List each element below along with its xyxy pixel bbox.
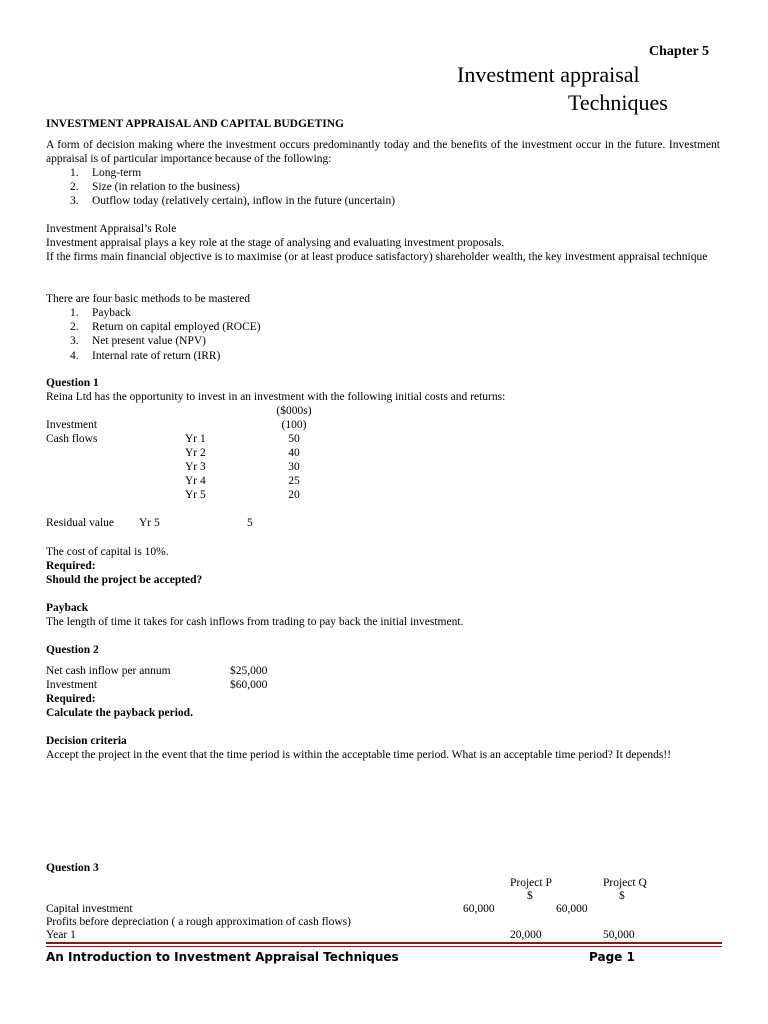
list-item: 4. Internal rate of return (IRR) [70, 349, 221, 362]
question3-heading: Question 3 [46, 862, 99, 874]
year1-label: Year 1 [46, 929, 76, 941]
decision-heading: Decision criteria [46, 735, 127, 747]
residual-year: Yr 5 [139, 517, 160, 529]
decision-text: Accept the project in the event that the time period is within the acceptable time period. What is an acceptable time period? It depends!! [46, 749, 672, 761]
page-title-line2: Techniques [568, 90, 668, 115]
importance-list [46, 166, 395, 209]
year-label: Yr 2 [185, 447, 206, 459]
list-item: 1. Long-term [70, 167, 142, 179]
currency-p: $ [527, 890, 533, 902]
payback-definition: The length of time it takes for cash inflows from trading to pay back the initial investment. [46, 616, 464, 628]
cashflows-label: Cash flows [46, 433, 98, 445]
residual-label: Residual value [46, 517, 115, 529]
list-item: 2. Return on capital employed (ROCE) [70, 321, 261, 334]
unit-label: ($000s) [276, 405, 312, 417]
list-item: 3. Outflow today (relatively certain), inflow in the future (uncertain) [70, 195, 396, 208]
cost-of-capital: The cost of capital is 10%. [46, 546, 169, 558]
methods-intro: There are four basic methods to be mastered [46, 293, 251, 305]
question1-intro: Reina Ltd has the opportunity to invest in an investment with the following initial costs and returns: [46, 391, 506, 403]
list-item: 1. Payback [70, 307, 131, 319]
year-label: Yr 3 [185, 461, 206, 473]
q2-row2-label: Investment [46, 679, 98, 691]
question2-heading: Question 2 [46, 644, 99, 656]
currency-q: $ [619, 890, 625, 902]
required-label: Required: [46, 560, 96, 572]
investment-value: (100) [281, 419, 307, 431]
intro-paragraph: A form of decision making where the investment occurs predominantly today and the benefits of the investment occur in the future. Investment appraisal is of particular importance because of the following: [46, 139, 720, 166]
year-label: Yr 4 [185, 475, 206, 487]
methods-list [46, 306, 261, 363]
list-item: 3. Net present value (NPV) [70, 335, 207, 348]
capital-label: Capital investment [46, 903, 133, 915]
year-value: 40 [288, 447, 300, 459]
section-heading: INVESTMENT APPRAISAL AND CAPITAL BUDGETING [46, 118, 344, 130]
year-label: Yr 5 [185, 489, 206, 501]
chapter-label: Chapter 5 [648, 44, 709, 59]
footer-title: An Introduction to Investment Appraisal Techniques [46, 950, 399, 964]
year-value: 20 [288, 489, 300, 501]
residual-value: 5 [247, 517, 253, 529]
year-value: 25 [288, 475, 300, 487]
question2-prompt: Calculate the payback period. [46, 707, 193, 719]
role-line2: If the firms main financial objective is to maximise (or at least produce satisfactory) shareholder wealth, the key investment appraisal technique [46, 251, 708, 263]
list-item: 2. Size (in relation to the business) [70, 181, 240, 194]
role-line1: Investment appraisal plays a key role at the stage of analysing and evaluating investment proposals. [46, 237, 505, 249]
capital-p-value: 60,000 [463, 903, 495, 915]
investment-label: Investment [46, 419, 98, 431]
question1-prompt: Should the project be accepted? [46, 574, 203, 586]
capital-q-value: 60,000 [556, 903, 588, 915]
required-label: Required: [46, 693, 96, 705]
role-heading: Investment Appraisal’s Role [46, 223, 177, 235]
footer-rule-thin [46, 946, 722, 947]
q2-row1-value: $25,000 [230, 665, 268, 677]
year-value: 50 [288, 433, 300, 445]
year-label: Yr 1 [185, 433, 206, 445]
q2-row2-value: $60,000 [230, 679, 268, 691]
q2-row1-label: Net cash inflow per annum [46, 665, 171, 677]
column-header-project-q: Project Q [603, 877, 647, 889]
profits-label: Profits before depreciation ( a rough approximation of cash flows) [46, 916, 351, 928]
year1-p-value: 20,000 [510, 929, 542, 941]
payback-heading: Payback [46, 602, 89, 614]
column-header-project-p: Project P [510, 877, 552, 889]
footer-rule-thick [46, 942, 722, 944]
year1-q-value: 50,000 [603, 929, 635, 941]
page-number: Page 1 [589, 950, 635, 964]
page-title-line1: Investment appraisal [457, 62, 640, 87]
question1-heading: Question 1 [46, 377, 99, 389]
year-value: 30 [288, 461, 300, 473]
